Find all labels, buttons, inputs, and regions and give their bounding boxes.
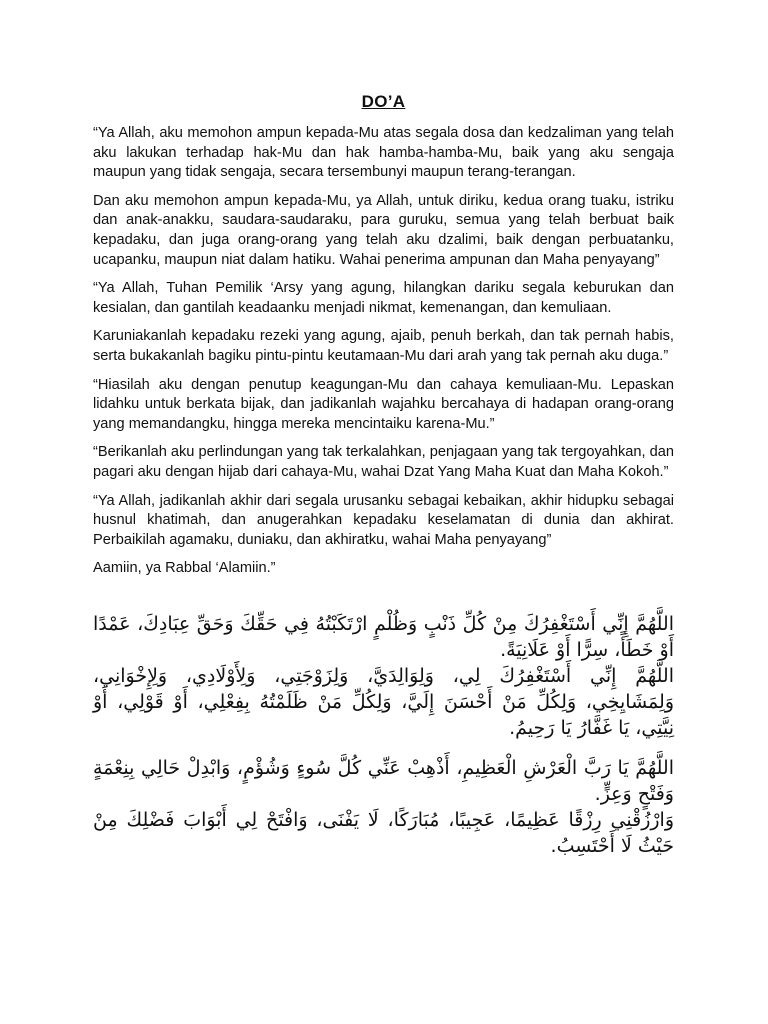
paragraph: “Ya Allah, Tuhan Pemilik ‘Arsy yang agung, hilangkan dariku segala keburukan dan kesialan, dan gantilah keadaanku menjadi nikmat, kemenangan, dan kemuliaan. xyxy=(93,280,674,316)
paragraph: “Ya Allah, aku memohon ampun kepada-Mu atas segala dosa dan kedzaliman yang telah aku lakukan terhadap hak-Mu dan hak hamba-hamba-Mu, baik yang aku sengaja maupun yang tidak sengaja, secara tersembunyi maupun terang-terangan. xyxy=(93,125,674,181)
paragraph: Karuniakanlah kepadaku rezeki yang agung, ajaib, penuh berkah, dan tak pernah habis, serta bukakanlah bagiku pintu-pintu keutamaan-Mu dari arah yang tak pernah aku duga.” xyxy=(93,328,674,364)
document-title: DO’A xyxy=(361,92,406,111)
paragraph: “Berikanlah aku perlindungan yang tak terkalahkan, penjagaan yang tak tergoyahkan, dan pagari aku dengan hijab dari cahaya-Mu, wahai Dzat Yang Maha Kuat dan Maha Kokoh.” xyxy=(93,444,674,480)
paragraph: Dan aku memohon ampun kepada-Mu, ya Allah, untuk diriku, kedua orang tuaku, istriku dan anak-anakku, saudara-saudaraku, para guruku, semua yang telah berbuat baik kepadaku, dan juga orang-orang yang telah aku dzalimi, baik dengan perbuatanku, ucapanku, maupun niat dalam hatiku. Wahai penerima ampunan dan Maha penyayang” xyxy=(93,192,674,268)
paragraph: “Ya Allah, jadikanlah akhir dari segala urusanku sebagai kebaikan, akhir hidupku sebagai husnul khatimah, dan anugerahkan kepadaku keselamatan di dunia dan akhirat. Perbaikilah agamaku, duniaku, dan akhiratku, wahai Maha penyayang” xyxy=(93,492,674,548)
arabic-group-istighfar xyxy=(93,611,674,741)
arabic-verse: اللَّهُمَّ يَا رَبَّ الْعَرْشِ الْعَظِيمِ، أَذْهِبْ عَنِّي كُلَّ سُوءٍ وَشُؤْمٍ، وَابْدِلْ حَالِي بِنِعْمَةٍ وَفَتْحٍ وَعِزٍّ. xyxy=(93,756,674,805)
arabic-verse: اللَّهُمَّ إِنِّي أَسْتَغْفِرُكَ لِي، وَلِوَالِدَيَّ، وَلِزَوْجَتِي، وَلِأَوْلَادِي، وَلِإِخْوَانِي، وَلِمَشَايِخِي، وَلِكُلِّ مَنْ أَحْسَنَ إِلَيَّ، وَلِكُلِّ مَنْ ظَلَمْتُهُ بِفِعْلِي، أَوْ قَوْلِي، أَوْ نِيَّتِي، يَا غَفَّارُ يَا رَحِيمُ. xyxy=(93,664,674,739)
closing-amen: Aamiin, ya Rabbal ‘Alamiin.” xyxy=(93,560,276,577)
paragraph: “Hiasilah aku dengan penutup keagungan-Mu dan cahaya kemuliaan-Mu. Lepaskan lidahku untuk berkata bijak, dan jadikanlah wajahku bercahaya di hadapan orang-orang yang memandangku, hingga mereka mencintaiku karena-Mu.” xyxy=(93,376,674,432)
arabic-group-rizq xyxy=(93,755,674,859)
arabic-verse: اللَّهُمَّ إِنِّي أَسْتَغْفِرُكَ مِنْ كُلِّ ذَنْبٍ وَظُلْمٍ ارْتَكَبْتُهُ فِي حَقِّكَ وَحَقِّ عِبَادِكَ، عَمْدًا أَوْ خَطَأً، سِرًّا أَوْ عَلَانِيَةً. xyxy=(93,612,674,661)
indonesian-translation xyxy=(93,124,674,579)
arabic-prayer xyxy=(93,611,674,859)
arabic-verse: وَارْزُقْنِي رِزْقًا عَظِيمًا، عَجِيبًا، مُبَارَكًا، لَا يَفْنَى، وَافْتَحْ لِي أَبْوَابَ فَضْلِكَ مِنْ حَيْثُ لَا أَحْتَسِبُ. xyxy=(93,808,674,857)
